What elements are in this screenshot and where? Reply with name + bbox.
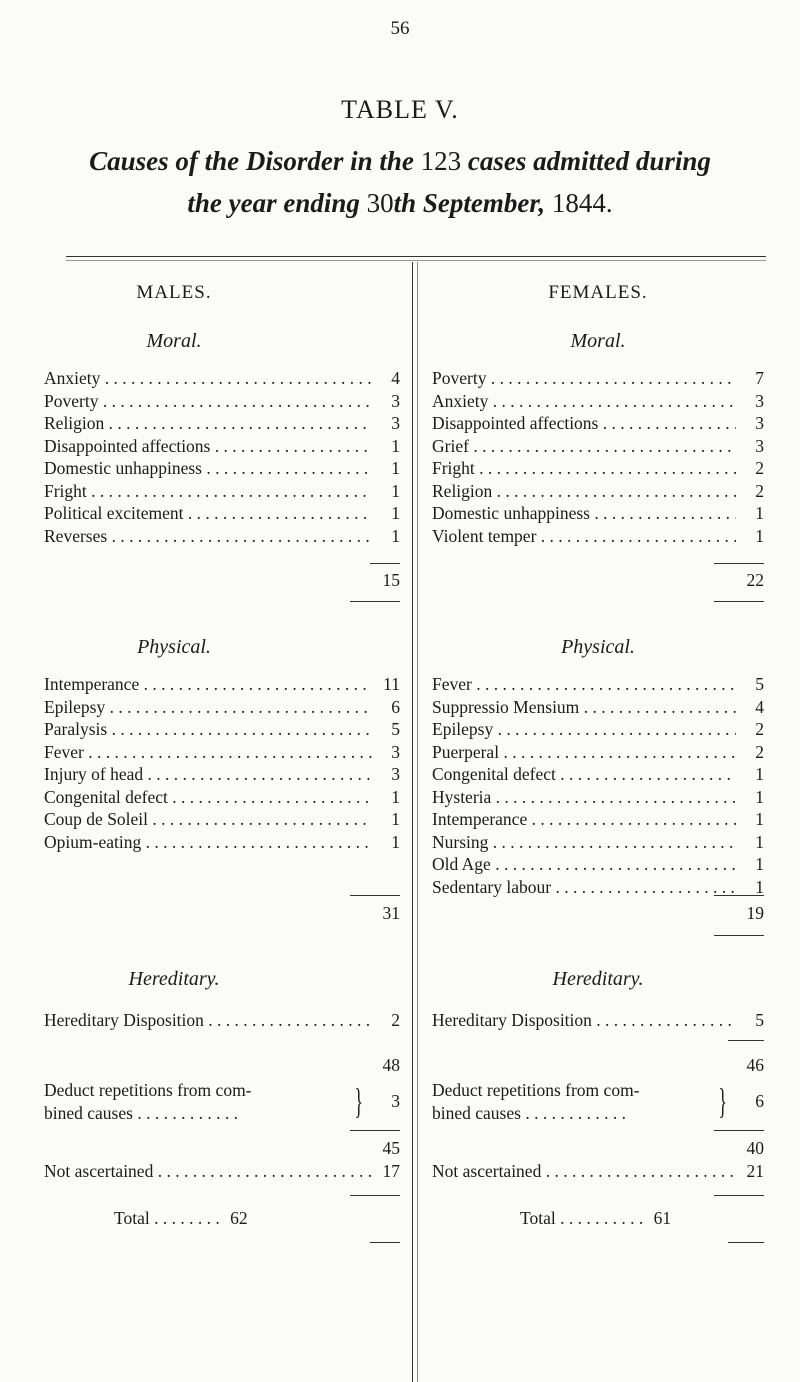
cause-count: 4 <box>755 696 764 717</box>
females-hereditary-rule <box>728 1040 764 1041</box>
males-not-ascertained-value: 17 <box>382 1161 400 1181</box>
page-number: 56 <box>390 18 410 39</box>
cause-count: 3 <box>391 413 400 433</box>
females-hereditary-label: Hereditary Disposition . . . <box>432 1010 736 1031</box>
cause-count: 3 <box>755 390 764 411</box>
brace-icon: } <box>354 1081 363 1121</box>
cause-count: 1 <box>391 809 400 829</box>
list-item <box>432 436 764 458</box>
males-deduct-rule <box>350 1130 400 1131</box>
females-hereditary-value: 5 <box>755 1010 764 1030</box>
cause-label: Anxiety . . . <box>44 368 372 389</box>
females-moral-title: Moral. <box>570 330 626 352</box>
cause-count: 11 <box>383 674 400 694</box>
cause-count: 1 <box>755 764 764 784</box>
cause-label: Paralysis . . . <box>44 719 372 740</box>
cause-label: Epilepsy . . . <box>432 719 736 740</box>
females-physical-list <box>432 674 764 910</box>
cause-label: Anxiety . . . <box>432 391 736 412</box>
cause-label: Sedentary labour . . . <box>432 877 736 898</box>
males-deduct-value: 3 <box>391 1091 400 1111</box>
list-item <box>44 391 400 413</box>
list-item <box>44 368 400 390</box>
cause-label: Suppressio Mensium . . . <box>432 697 736 718</box>
cause-label: Epilepsy . . . <box>44 697 372 718</box>
table-top-rule <box>66 256 766 257</box>
cause-count: 3 <box>755 413 764 433</box>
cause-label: Puerperal . . . <box>432 742 736 763</box>
males-moral-subtotal: 15 <box>382 570 400 590</box>
males-bottom-rule <box>370 1242 400 1243</box>
cause-label: Nursing . . . <box>432 832 736 853</box>
cause-label: Intemperance . . . <box>44 674 372 695</box>
cause-count: 1 <box>391 503 400 523</box>
females-moral-list <box>432 368 764 558</box>
cause-count: 6 <box>391 696 400 717</box>
cause-count: 1 <box>755 854 764 874</box>
cause-label: Religion . . . <box>44 413 372 434</box>
males-physical-subtotal: 31 <box>382 903 400 923</box>
cause-count: 1 <box>391 525 400 546</box>
list-item <box>44 742 400 764</box>
caption-cases-count: 123 <box>420 146 462 176</box>
caption-line-2 <box>0 188 800 219</box>
cause-count: 4 <box>391 368 400 388</box>
cause-count: 1 <box>391 435 400 456</box>
males-total-rule <box>350 1195 400 1196</box>
females-hereditary-row <box>432 1010 764 1032</box>
cause-count: 1 <box>755 831 764 852</box>
males-not-ascertained-label: Not ascertained . . . <box>44 1161 372 1182</box>
cause-count: 1 <box>391 480 400 501</box>
males-hereditary-value: 2 <box>391 1010 400 1030</box>
cause-count: 7 <box>755 368 764 388</box>
cause-count: 2 <box>755 741 764 762</box>
females-moral-subtotal: 22 <box>746 570 764 590</box>
females-bottom-rule <box>728 1242 764 1243</box>
females-not-ascertained-value: 21 <box>746 1161 764 1181</box>
cause-count: 3 <box>391 741 400 762</box>
cause-count: 2 <box>755 719 764 739</box>
caption-text-b: cases admitted during <box>467 146 711 176</box>
cause-count: 1 <box>755 525 764 546</box>
list-item <box>432 764 764 786</box>
females-physical-subtotal: 19 <box>746 903 764 923</box>
cause-count: 1 <box>755 809 764 829</box>
females-physical-rule-2 <box>714 935 764 936</box>
cause-label: Violent temper . . . <box>432 526 736 547</box>
cause-label: Poverty . . . <box>432 368 736 389</box>
males-moral-list <box>44 368 400 558</box>
caption-text-d: th September, <box>393 188 546 218</box>
list-item <box>432 809 764 831</box>
list-item <box>432 458 764 480</box>
cause-count: 5 <box>755 674 764 694</box>
caption-day: 30 <box>366 188 394 218</box>
females-heading: FEMALES. <box>548 282 648 303</box>
females-total-row <box>520 1208 764 1229</box>
cause-count: 1 <box>755 503 764 523</box>
females-deduct-line2-text: bined causes <box>432 1103 521 1123</box>
cause-label: Grief . . . <box>432 436 736 457</box>
list-item <box>44 832 400 854</box>
cause-label: Disappointed affections . . . <box>432 413 736 434</box>
caption-text-a: Causes of the Disorder in the <box>89 146 414 176</box>
males-deduct-line2-text: bined causes <box>44 1103 133 1123</box>
list-item <box>44 764 400 786</box>
list-item <box>44 787 400 809</box>
cause-label: Domestic unhappiness . . . <box>432 503 736 524</box>
cause-label: Opium-eating . . . <box>44 832 372 853</box>
list-item <box>432 481 764 503</box>
cause-count: 5 <box>391 719 400 739</box>
list-item <box>432 719 764 741</box>
caption-text-c: the year ending <box>187 188 360 218</box>
cause-count: 2 <box>755 458 764 478</box>
males-hereditary-label: Hereditary Disposition . . . <box>44 1010 372 1031</box>
list-item <box>44 503 400 525</box>
list-item <box>432 413 764 435</box>
females-moral-rule <box>714 563 764 564</box>
column-divider <box>412 262 413 1382</box>
males-moral-rule-2 <box>350 601 400 602</box>
females-deduct-line1: Deduct repetitions from com- <box>432 1080 640 1100</box>
list-item <box>44 413 400 435</box>
cause-label: Old Age . . . <box>432 854 736 875</box>
list-item <box>432 854 764 876</box>
males-hereditary-title: Hereditary. <box>128 968 220 990</box>
females-after-deduct: 40 <box>746 1138 764 1158</box>
list-item <box>432 832 764 854</box>
males-total-label: Total <box>114 1208 150 1228</box>
list-item <box>44 674 400 696</box>
females-physical-rule <box>714 895 764 896</box>
cause-count: 3 <box>391 764 400 784</box>
females-hereditary-sum: 46 <box>746 1055 764 1075</box>
males-total-row <box>114 1208 400 1229</box>
list-item <box>44 809 400 831</box>
cause-count: 1 <box>391 831 400 852</box>
females-total-value: 61 <box>653 1208 672 1228</box>
males-total-dots: . . . . . . . . <box>154 1208 225 1228</box>
cause-label: Congenital defect . . . <box>44 787 372 808</box>
males-hereditary-row <box>44 1010 400 1032</box>
cause-label: Fright . . . <box>432 458 736 479</box>
cause-label: Poverty . . . <box>44 391 372 412</box>
caption-line-1 <box>0 146 800 177</box>
brace-icon: } <box>718 1081 727 1121</box>
cause-label: Disappointed affections . . . <box>44 436 372 457</box>
males-deduct-line1: Deduct repetitions from com- <box>44 1080 252 1100</box>
males-physical-rule <box>350 895 400 896</box>
males-deduct-line2: bined causes . . . . . . . . . . . . <box>44 1103 238 1123</box>
list-item <box>44 436 400 458</box>
males-after-deduct: 45 <box>382 1138 400 1158</box>
cause-label: Fever . . . <box>432 674 736 695</box>
list-item <box>432 697 764 719</box>
column-divider-thin <box>417 262 418 1382</box>
list-item <box>44 481 400 503</box>
males-not-ascertained-row <box>44 1161 400 1183</box>
males-physical-title: Physical. <box>137 636 211 658</box>
males-total-value: 62 <box>230 1208 248 1228</box>
cause-label: Congenital defect . . . <box>432 764 736 785</box>
cause-label: Coup de Soleil . . . <box>44 809 372 830</box>
cause-label: Intemperance . . . <box>432 809 736 830</box>
cause-label: Domestic unhappiness . . . <box>44 458 372 479</box>
list-item <box>44 526 400 548</box>
cause-label: Hysteria . . . <box>432 787 736 808</box>
cause-label: Political excitement . . . <box>44 503 372 524</box>
cause-count: 3 <box>391 390 400 411</box>
females-hereditary-title: Hereditary. <box>552 968 644 990</box>
males-hereditary-sum: 48 <box>382 1055 400 1075</box>
males-physical-list <box>44 674 400 864</box>
males-heading: MALES. <box>136 282 212 303</box>
list-item <box>432 742 764 764</box>
list-item <box>44 719 400 741</box>
table-top-rule-thin <box>66 260 766 261</box>
caption-year: 1844. <box>551 188 613 218</box>
cause-label: Injury of head . . . <box>44 764 372 785</box>
cause-label: Reverses . . . <box>44 526 372 547</box>
males-moral-rule <box>370 563 400 564</box>
females-not-ascertained-label: Not ascertained . . . <box>432 1161 736 1182</box>
females-total-label: Total <box>520 1208 556 1228</box>
cause-count: 1 <box>391 458 400 478</box>
females-physical-title: Physical. <box>561 636 635 658</box>
list-item <box>432 787 764 809</box>
females-total-rule <box>714 1195 764 1196</box>
females-deduct-value: 6 <box>755 1091 764 1111</box>
list-item <box>432 368 764 390</box>
list-item <box>44 697 400 719</box>
cause-label: Religion . . . <box>432 481 736 502</box>
cause-count: 1 <box>755 786 764 807</box>
list-item <box>432 503 764 525</box>
list-item <box>44 458 400 480</box>
cause-count: 2 <box>755 480 764 501</box>
list-item <box>432 526 764 548</box>
table-title: TABLE V. <box>341 95 459 124</box>
females-total-dots: . . . . . . . . . . <box>560 1208 648 1228</box>
list-item <box>432 391 764 413</box>
females-moral-rule-2 <box>714 601 764 602</box>
females-deduct-rule <box>714 1130 764 1131</box>
cause-count: 1 <box>391 786 400 807</box>
list-item <box>432 674 764 696</box>
cause-label: Fever . . . <box>44 742 372 763</box>
females-not-ascertained-row <box>432 1161 764 1183</box>
cause-count: 1 <box>755 876 764 897</box>
females-deduct-line2: bined causes . . . . . . . . . . . . <box>432 1103 626 1123</box>
cause-label: Fright . . . <box>44 481 372 502</box>
males-moral-title: Moral. <box>146 330 202 352</box>
cause-count: 3 <box>755 435 764 456</box>
